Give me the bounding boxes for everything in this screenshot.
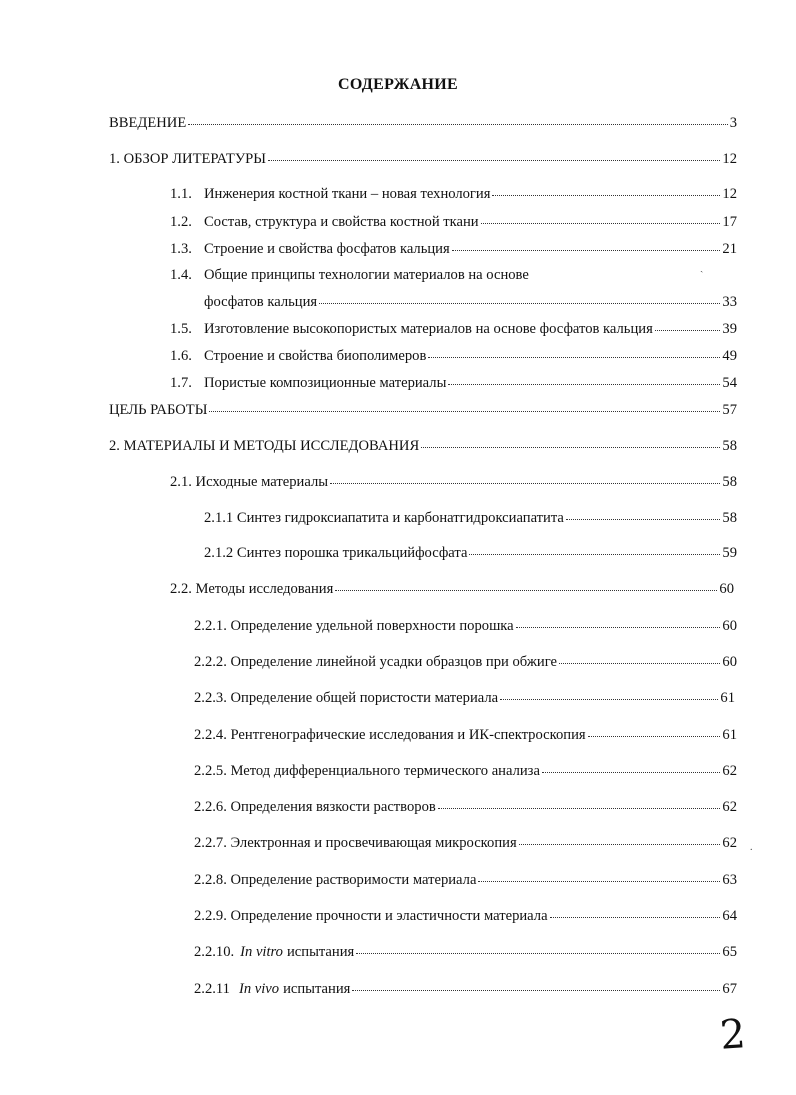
toc-page: 60 bbox=[719, 581, 734, 597]
toc-label: 2.2.2. Определение линейной усадки образцов при обжиге bbox=[194, 654, 557, 670]
toc-label: 1. ОБЗОР ЛИТЕРАТУРЫ bbox=[109, 151, 266, 167]
toc-label: 2.2.11 bbox=[194, 981, 230, 997]
toc-page: 62 bbox=[722, 835, 737, 851]
toc-number: 1.2. bbox=[170, 214, 192, 230]
toc-label: Строение и свойства биополимеров bbox=[204, 348, 427, 364]
toc-page: 63 bbox=[722, 872, 737, 888]
toc-entry-materials-methods bbox=[109, 437, 737, 455]
toc-page: 60 bbox=[722, 654, 737, 670]
toc-entry-2-2 bbox=[170, 580, 734, 598]
toc-page: 58 bbox=[722, 438, 737, 454]
toc-leader bbox=[335, 586, 717, 591]
toc-entry-2-2-9 bbox=[194, 907, 737, 925]
toc-leader bbox=[566, 515, 721, 520]
toc-page: 49 bbox=[722, 348, 737, 364]
toc-leader bbox=[519, 840, 721, 845]
toc-entry-1-6 bbox=[170, 347, 737, 365]
toc-label: 2.2.8. Определение растворимости материала bbox=[194, 872, 477, 888]
toc-page: 12 bbox=[722, 151, 737, 167]
toc-page: 17 bbox=[722, 214, 737, 230]
toc-leader bbox=[330, 479, 720, 484]
toc-label: 2.2.9. Определение прочности и эластичности материала bbox=[194, 908, 548, 924]
toc-entry-2-2-7 bbox=[194, 834, 737, 852]
toc-entry-literature-review bbox=[109, 150, 737, 168]
toc-entry-2-2-1 bbox=[194, 617, 737, 635]
toc-page: 61 bbox=[722, 727, 737, 743]
toc-leader bbox=[421, 443, 720, 448]
toc-entry-2-1-1 bbox=[204, 509, 737, 527]
toc-label: Состав, структура и свойства костной ткани bbox=[204, 214, 479, 230]
toc-leader bbox=[209, 407, 720, 412]
toc-number: 1.4. bbox=[170, 267, 192, 283]
toc-label: 2.2. Методы исследования bbox=[170, 581, 334, 597]
toc-entry-2-2-8 bbox=[194, 871, 737, 889]
toc-page: 61 bbox=[720, 690, 735, 706]
toc-entry-2-2-10 bbox=[194, 943, 737, 961]
toc-label: Пористые композиционные материалы bbox=[204, 375, 447, 391]
toc-page: 58 bbox=[722, 474, 737, 490]
toc-page: 33 bbox=[722, 294, 737, 310]
toc-entry-1-4 bbox=[170, 266, 737, 284]
toc-leader bbox=[356, 949, 720, 954]
toc-page: 62 bbox=[722, 763, 737, 779]
toc-leader bbox=[452, 246, 721, 251]
toc-label-continued: фосфатов кальция bbox=[204, 294, 318, 310]
toc-label: Инженерия костной ткани – новая технология bbox=[204, 186, 491, 202]
toc-page: 54 bbox=[722, 375, 737, 391]
toc-number: 1.5. bbox=[170, 321, 192, 337]
toc-leader bbox=[655, 326, 721, 331]
toc-label: 2.2.6. Определения вязкости растворов bbox=[194, 799, 436, 815]
toc-entry-introduction bbox=[109, 114, 737, 132]
page-title: СОДЕРЖАНИЕ bbox=[337, 76, 459, 93]
toc-label-rest: испытания bbox=[283, 981, 351, 997]
toc-label: 2. МАТЕРИАЛЫ И МЕТОДЫ ИССЛЕДОВАНИЯ bbox=[109, 438, 420, 454]
toc-label: 2.2.7. Электронная и просвечивающая микроскопия bbox=[194, 835, 517, 851]
toc-page: 59 bbox=[722, 545, 737, 561]
toc-label: ВВЕДЕНИЕ bbox=[109, 115, 187, 131]
toc-page: 12 bbox=[722, 186, 737, 202]
toc-page: 21 bbox=[722, 241, 737, 257]
toc-leader bbox=[448, 380, 720, 385]
toc-entry-2-1 bbox=[170, 473, 737, 491]
scan-mark: ˏ bbox=[700, 262, 704, 273]
toc-leader bbox=[542, 768, 720, 773]
toc-entry-2-2-4 bbox=[194, 726, 737, 744]
toc-label: 2.2.3. Определение общей пористости материала bbox=[194, 690, 499, 706]
toc-entry-2-2-5 bbox=[194, 762, 737, 780]
toc-page: 39 bbox=[722, 321, 737, 337]
toc-leader bbox=[319, 299, 720, 304]
toc-label: 2.2.5. Метод дифференциального термического анализа bbox=[194, 763, 540, 779]
toc-leader bbox=[438, 804, 721, 809]
toc-entry-1-5 bbox=[170, 320, 737, 338]
toc-number: 1.1. bbox=[170, 186, 192, 202]
toc-leader bbox=[188, 120, 727, 125]
toc-entry-2-2-3 bbox=[194, 689, 735, 707]
toc-number: 1.7. bbox=[170, 375, 192, 391]
toc-entry-1-1 bbox=[170, 185, 737, 203]
toc-number: 1.6. bbox=[170, 348, 192, 364]
toc-label: 2.2.1. Определение удельной поверхности порошка bbox=[194, 618, 514, 634]
toc-page: 62 bbox=[722, 799, 737, 815]
scan-mark: . bbox=[750, 842, 753, 853]
toc-label: Изготовление высокопористых материалов на основе фосфатов кальция bbox=[204, 321, 653, 337]
toc-leader bbox=[500, 695, 718, 700]
toc-page: 58 bbox=[722, 510, 737, 526]
toc-entry-2-1-2 bbox=[204, 544, 737, 562]
toc-leader bbox=[352, 986, 720, 991]
toc-label-rest: испытания bbox=[286, 944, 355, 960]
toc-entry-1-3 bbox=[170, 240, 737, 258]
toc-label: ЦЕЛЬ РАБОТЫ bbox=[109, 402, 208, 418]
toc-leader bbox=[588, 732, 721, 737]
toc-leader bbox=[478, 877, 720, 882]
toc-page: 3 bbox=[729, 115, 737, 131]
toc-page: 57 bbox=[722, 402, 737, 418]
toc-label: Общие принципы технологии материалов на основе bbox=[204, 267, 529, 283]
toc-entry-2-2-11 bbox=[194, 980, 737, 998]
toc-leader bbox=[559, 659, 720, 664]
toc-label: 2.1.1 Синтез гидроксиапатита и карбонатгидроксиапатита bbox=[204, 510, 564, 526]
toc-leader bbox=[550, 913, 721, 918]
toc-number: 1.3. bbox=[170, 241, 192, 257]
toc-page: 64 bbox=[722, 908, 737, 924]
toc-leader bbox=[268, 156, 720, 161]
toc-page: 60 bbox=[722, 618, 737, 634]
toc-entry-2-2-6 bbox=[194, 798, 737, 816]
toc-label: 2.2.4. Рентгенографические исследования и ИК-спектроскопия bbox=[194, 727, 586, 743]
toc-label-italic: In vitro bbox=[240, 944, 283, 960]
toc-leader bbox=[492, 191, 720, 196]
toc-label-italic: In vivo bbox=[238, 981, 280, 997]
handwritten-page-number: 2 bbox=[718, 1011, 748, 1059]
toc-leader bbox=[469, 550, 720, 555]
toc-leader bbox=[516, 623, 721, 628]
toc-leader bbox=[481, 219, 721, 224]
toc-entry-1-7 bbox=[170, 374, 737, 392]
toc-page: 67 bbox=[722, 981, 737, 997]
toc-label: 2.1.2 Синтез порошка трикальцийфосфата bbox=[204, 545, 468, 561]
toc-label: 2.2.10. bbox=[194, 944, 235, 960]
toc-label: 2.1. Исходные материалы bbox=[170, 474, 329, 490]
toc-entry-1-4-continued bbox=[204, 293, 737, 311]
toc-page: 65 bbox=[722, 944, 737, 960]
toc-entry-goal bbox=[109, 401, 737, 419]
toc-entry-1-2 bbox=[170, 213, 737, 231]
toc-leader bbox=[428, 353, 720, 358]
toc-entry-2-2-2 bbox=[194, 653, 737, 671]
toc-label: Строение и свойства фосфатов кальция bbox=[204, 241, 450, 257]
